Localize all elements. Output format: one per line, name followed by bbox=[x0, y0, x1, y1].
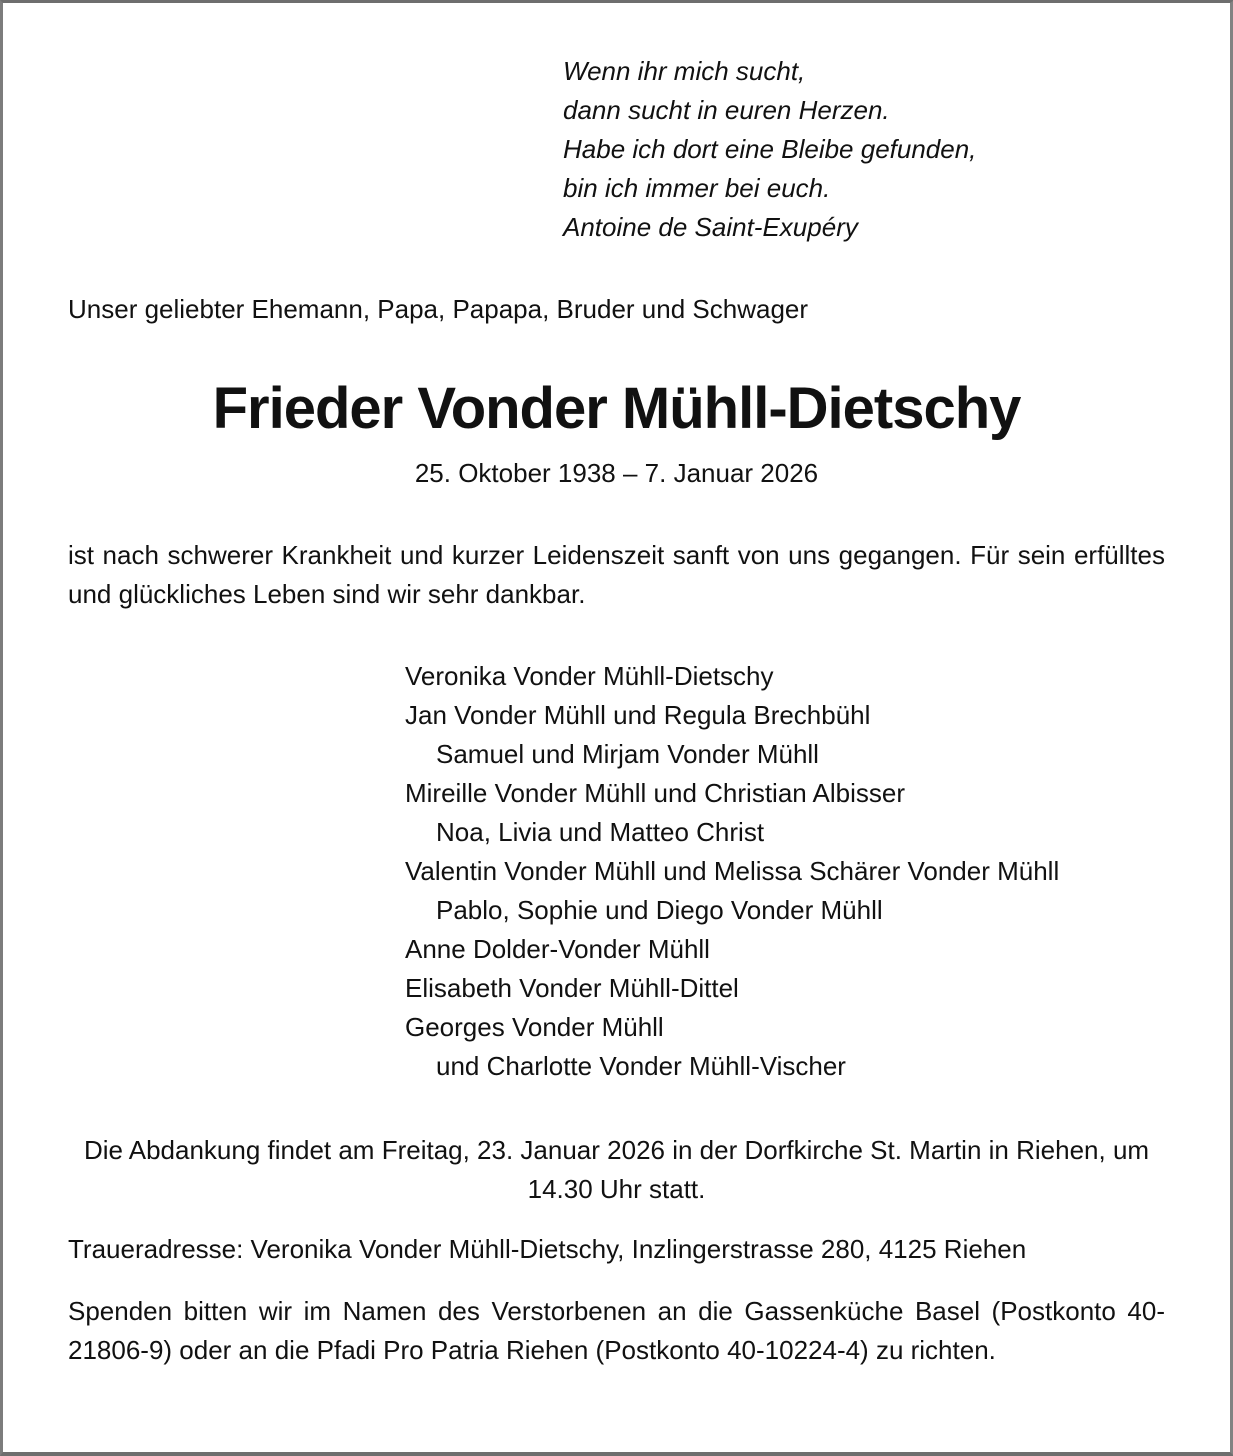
family-list bbox=[405, 657, 1059, 1086]
service-info: Die Abdankung findet am Freitag, 23. Januar 2026 in der Dorfkirche St. Martin in Riehen, um 14.30 Uhr statt. bbox=[83, 1135, 1150, 1204]
family-member: Anne Dolder-Vonder Mühll bbox=[405, 934, 710, 964]
quote-line: bin ich immer bei euch. bbox=[563, 173, 831, 203]
family-member: Samuel und Mirjam Vonder Mühll bbox=[436, 739, 819, 769]
message-text: ist nach schwerer Krankheit und kurzer Leidenszeit sanft von uns gegangen. Für sein erfülltes und glückliches Leben sind wir sehr dankbar. bbox=[68, 540, 1165, 609]
family-member: Elisabeth Vonder Mühll-Dittel bbox=[405, 973, 739, 1003]
donations-text: Spenden bitten wir im Namen des Verstorbenen an die Gassenküche Basel (Postkonto 40-21806-9) oder an die Pfadi Pro Patria Riehen (Postkonto 40-10224-4) zu richten. bbox=[68, 1296, 1165, 1365]
life-dates: 25. Oktober 1938 – 7. Januar 2026 bbox=[414, 458, 819, 488]
family-member: Pablo, Sophie und Diego Vonder Mühll bbox=[436, 895, 883, 925]
family-member: Mireille Vonder Mühll und Christian Albisser bbox=[405, 778, 906, 808]
quote-line: dann sucht in euren Herzen. bbox=[563, 95, 890, 125]
quote-line: Wenn ihr mich sucht, bbox=[563, 56, 806, 86]
intro-text: Unser geliebter Ehemann, Papa, Papapa, Bruder und Schwager bbox=[68, 294, 809, 324]
epigraph-quote bbox=[563, 52, 976, 247]
quote-line: Habe ich dort eine Bleibe gefunden, bbox=[563, 134, 977, 164]
family-member: Jan Vonder Mühll und Regula Brechbühl bbox=[405, 700, 871, 730]
family-member: Veronika Vonder Mühll-Dietschy bbox=[405, 661, 774, 691]
family-member: und Charlotte Vonder Mühll-Vischer bbox=[436, 1051, 846, 1081]
family-member: Georges Vonder Mühll bbox=[405, 1012, 664, 1042]
family-member: Valentin Vonder Mühll und Melissa Schärer Vonder Mühll bbox=[405, 856, 1060, 886]
deceased-name: Frieder Vonder Mühll-Dietschy bbox=[212, 376, 1021, 441]
quote-author: Antoine de Saint-Exupéry bbox=[563, 212, 858, 242]
mourning-address: Traueradresse: Veronika Vonder Mühll-Dietschy, Inzlingerstrasse 280, 4125 Riehen bbox=[68, 1234, 1027, 1264]
family-member: Noa, Livia und Matteo Christ bbox=[436, 817, 765, 847]
